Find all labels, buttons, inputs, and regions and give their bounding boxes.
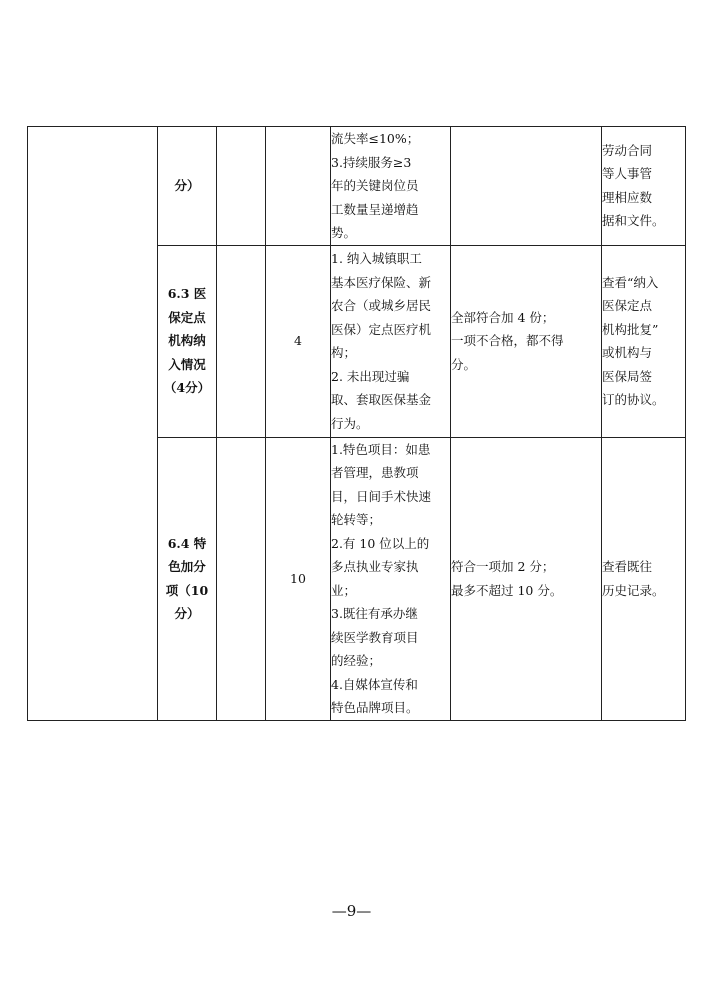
- item-line: 项（10: [165, 582, 209, 598]
- method-line: 查看既往: [602, 559, 653, 574]
- rule-line: 符合一项加 2 分；: [451, 559, 555, 574]
- requirement-line: 1. 纳入城镇职工: [331, 251, 422, 266]
- item-line: 色加分: [168, 559, 206, 574]
- method-cell: [602, 245, 686, 437]
- item-line: 6.3 医: [167, 286, 207, 302]
- page-number: —9—: [331, 902, 372, 920]
- requirement-line: 基本医疗保险、新: [331, 274, 432, 290]
- method-line: 劳动合同: [602, 142, 653, 158]
- category-cell: [28, 127, 158, 721]
- requirement-line: 取、套取医保基金: [331, 392, 432, 407]
- evaluation-table: [27, 126, 686, 721]
- requirement-line: 2.有 10 位以上的: [331, 535, 430, 551]
- requirement-line: 轮转等；: [331, 512, 382, 527]
- method-line: 理相应数: [602, 189, 653, 205]
- method-line: 查看“纳入: [602, 274, 659, 290]
- requirement-line: 医保）定点医疗机: [331, 321, 432, 337]
- item-line: 6.4 特: [167, 535, 207, 551]
- score-cell: 10: [266, 437, 331, 720]
- method-line: 等人事管: [602, 166, 653, 182]
- requirement-line: 流失率≤10%；: [331, 131, 420, 146]
- requirement-line: 的经验；: [331, 653, 382, 668]
- blank-cell: [217, 245, 266, 437]
- requirement-line: 特色品牌项目。: [331, 700, 419, 715]
- item-cell: [158, 127, 217, 246]
- table-row: [28, 127, 686, 246]
- requirement-line: 目，日间手术快速: [331, 488, 432, 504]
- blank-cell: [217, 437, 266, 720]
- item-line: 保定点: [168, 309, 206, 325]
- scoring-rule-cell: [451, 127, 602, 246]
- requirement-line: 业；: [331, 582, 357, 598]
- rule-line: 一项不合格，都不得: [451, 333, 564, 349]
- requirement-line: 势。: [331, 225, 357, 240]
- requirement-line: 农合（或城乡居民: [331, 298, 432, 313]
- score-cell: 4: [266, 245, 331, 437]
- requirement-cell: [331, 127, 451, 246]
- method-line: 医保局签: [602, 368, 653, 384]
- requirement-line: 行为。: [331, 415, 369, 431]
- requirement-line: 3.持续服务≥3: [331, 154, 412, 170]
- requirement-line: 3.既往有承办继: [331, 606, 418, 621]
- requirement-line: 者管理，患教项: [331, 465, 419, 480]
- scoring-rule-cell: [451, 437, 602, 720]
- method-cell: [602, 127, 686, 246]
- requirement-line: 1.特色项目：如患: [331, 441, 431, 457]
- requirement-line: 工数量呈递增趋: [331, 201, 419, 217]
- method-line: 订的协议。: [602, 392, 665, 407]
- method-line: 机构批复”: [602, 321, 659, 337]
- scoring-rule-cell: [451, 245, 602, 437]
- item-line: 机构纳: [168, 333, 206, 349]
- method-line: 据和文件。: [602, 213, 665, 229]
- item-line: 分）: [174, 606, 200, 621]
- requirement-line: 多点执业专家执: [331, 559, 419, 574]
- method-line: 历史记录。: [602, 582, 665, 598]
- blank-cell: [217, 127, 266, 246]
- requirement-line: 续医学教育项目: [331, 629, 419, 645]
- item-line: 分）: [174, 178, 200, 193]
- item-line: 入情况: [168, 356, 206, 372]
- rule-line: 分。: [451, 356, 477, 372]
- item-cell: [158, 245, 217, 437]
- requirement-line: 构；: [331, 345, 357, 360]
- requirement-line: 年的关键岗位员: [331, 178, 419, 193]
- item-cell: [158, 437, 217, 720]
- method-cell: [602, 437, 686, 720]
- score-cell: [266, 127, 331, 246]
- rule-line: 最多不超过 10 分。: [451, 582, 563, 598]
- requirement-cell: [331, 245, 451, 437]
- requirement-line: 2. 未出现过骗: [331, 368, 410, 384]
- method-line: 医保定点: [602, 298, 653, 313]
- item-line: （4分）: [163, 380, 211, 396]
- requirement-cell: [331, 437, 451, 720]
- rule-line: 全部符合加 4 份；: [451, 309, 555, 325]
- requirement-line: 4.自媒体宣传和: [331, 676, 418, 692]
- method-line: 或机构与: [602, 345, 653, 360]
